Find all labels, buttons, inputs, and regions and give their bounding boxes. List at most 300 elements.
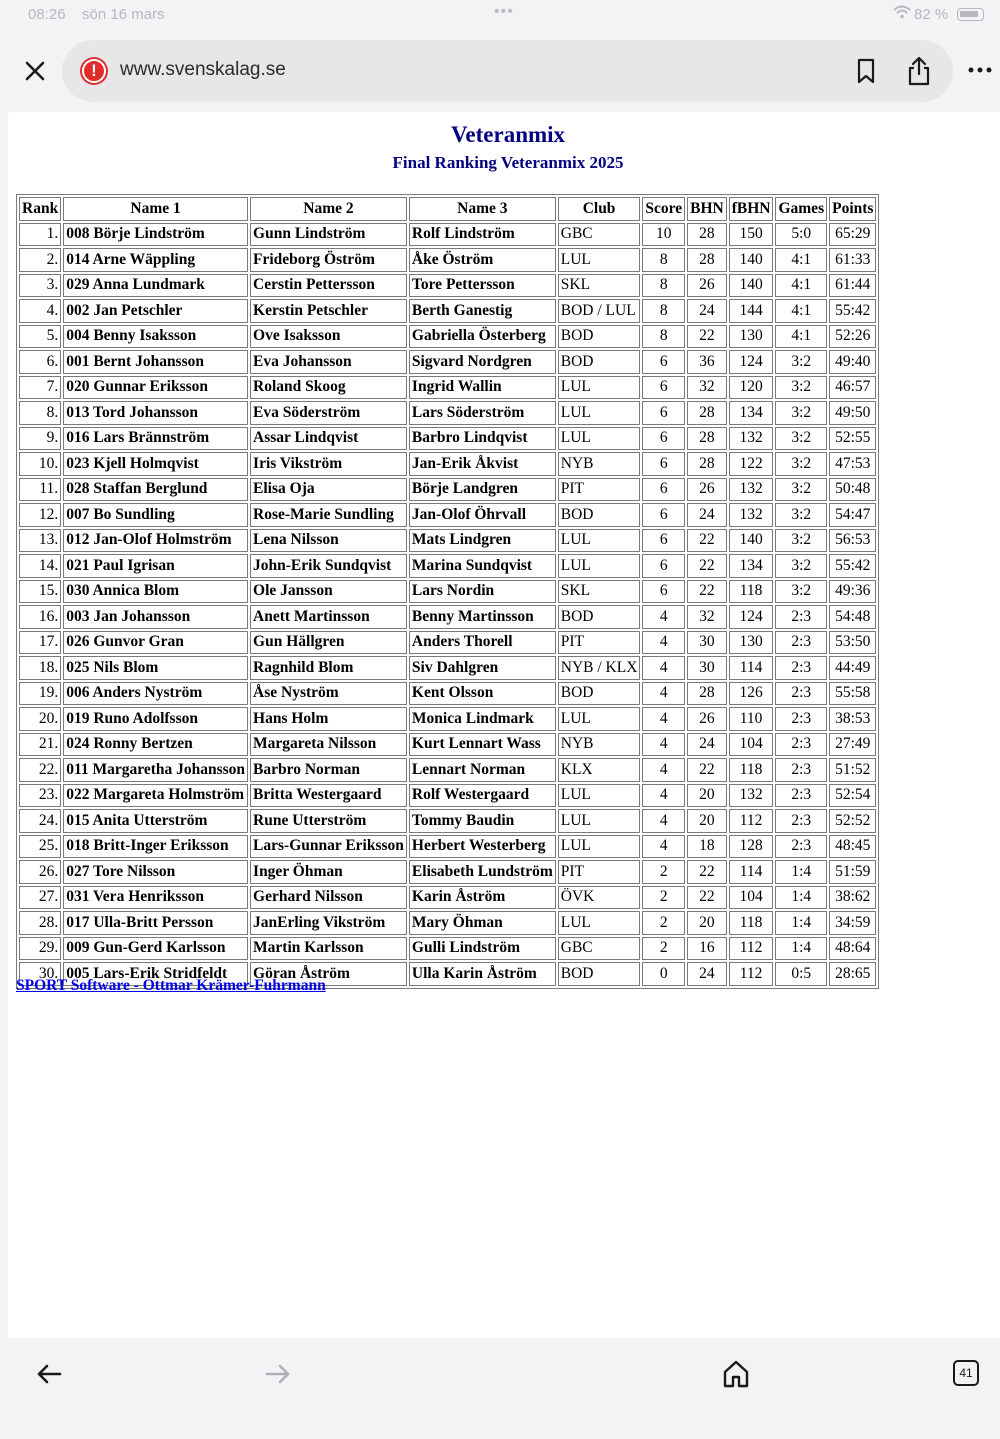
cell-score: 6 xyxy=(642,580,685,604)
header-name2: Name 2 xyxy=(250,197,407,221)
more-icon[interactable] xyxy=(966,58,994,82)
table-row xyxy=(19,911,876,935)
cell-points: 53:50 xyxy=(829,631,876,655)
cell-club: BOD xyxy=(558,350,641,374)
web-page-content xyxy=(8,112,1000,1338)
cell-points: 54:48 xyxy=(829,605,876,629)
header-rank: Rank xyxy=(19,197,61,221)
cell-score: 4 xyxy=(642,809,685,833)
bottom-toolbar xyxy=(0,1340,1000,1439)
cell-fbhn: 118 xyxy=(729,911,774,935)
table-row xyxy=(19,835,876,859)
cell-name3: Tore Pettersson xyxy=(409,274,556,298)
cell-games: 3:2 xyxy=(775,452,827,476)
cell-bhn: 24 xyxy=(687,733,727,757)
table-row xyxy=(19,325,876,349)
cell-games: 3:2 xyxy=(775,503,827,527)
table-row xyxy=(19,937,876,961)
cell-name1: 006 Anders Nyström xyxy=(63,682,248,706)
cell-rank: 19. xyxy=(19,682,61,706)
cell-points: 49:50 xyxy=(829,401,876,425)
cell-club: NYB xyxy=(558,733,641,757)
cell-points: 49:40 xyxy=(829,350,876,374)
cell-fbhn: 134 xyxy=(729,401,774,425)
cell-club: LUL xyxy=(558,529,641,553)
cell-name1: 022 Margareta Holmström xyxy=(63,784,248,808)
cell-bhn: 30 xyxy=(687,631,727,655)
cell-bhn: 28 xyxy=(687,682,727,706)
header-name1: Name 1 xyxy=(63,197,248,221)
cell-points: 27:49 xyxy=(829,733,876,757)
address-bar[interactable] xyxy=(62,40,953,102)
cell-club: LUL xyxy=(558,427,641,451)
cell-name2: Ove Isaksson xyxy=(250,325,407,349)
cell-score: 4 xyxy=(642,605,685,629)
cell-points: 38:62 xyxy=(829,886,876,910)
cell-bhn: 22 xyxy=(687,325,727,349)
cell-name3: Herbert Westerberg xyxy=(409,835,556,859)
forward-arrow-icon[interactable] xyxy=(263,1360,293,1388)
cell-club: KLX xyxy=(558,758,641,782)
cell-fbhn: 132 xyxy=(729,784,774,808)
cell-rank: 3. xyxy=(19,274,61,298)
cell-name2: Rose-Marie Sundling xyxy=(250,503,407,527)
cell-club: BOD xyxy=(558,503,641,527)
cell-points: 49:36 xyxy=(829,580,876,604)
cell-name1: 002 Jan Petschler xyxy=(63,299,248,323)
cell-club: PIT xyxy=(558,860,641,884)
cell-bhn: 30 xyxy=(687,656,727,680)
cell-club: SKL xyxy=(558,274,641,298)
cell-fbhn: 124 xyxy=(729,605,774,629)
cell-games: 4:1 xyxy=(775,299,827,323)
cell-name1: 030 Annica Blom xyxy=(63,580,248,604)
cell-points: 47:53 xyxy=(829,452,876,476)
cell-name2: Rune Utterström xyxy=(250,809,407,833)
table-row xyxy=(19,452,876,476)
cell-games: 2:3 xyxy=(775,835,827,859)
cell-score: 6 xyxy=(642,554,685,578)
cell-name3: Jan-Erik Åkvist xyxy=(409,452,556,476)
cell-name3: Börje Landgren xyxy=(409,478,556,502)
sport-software-link[interactable]: SPORT Software - Ottmar Krämer-Fuhrmann xyxy=(16,977,326,994)
cell-games: 2:3 xyxy=(775,784,827,808)
cell-name3: Rolf Lindström xyxy=(409,223,556,247)
cell-rank: 5. xyxy=(19,325,61,349)
cell-score: 6 xyxy=(642,350,685,374)
table-row xyxy=(19,784,876,808)
cell-games: 1:4 xyxy=(775,937,827,961)
cell-points: 52:55 xyxy=(829,427,876,451)
table-row xyxy=(19,860,876,884)
battery-percent: 82 % xyxy=(914,6,949,23)
cell-club: BOD xyxy=(558,605,641,629)
tabs-icon[interactable]: 41 xyxy=(953,1360,979,1386)
cell-games: 3:2 xyxy=(775,580,827,604)
cell-name3: Barbro Lindqvist xyxy=(409,427,556,451)
cell-club: LUL xyxy=(558,401,641,425)
cell-rank: 25. xyxy=(19,835,61,859)
cell-name2: Åse Nyström xyxy=(250,682,407,706)
cell-fbhn: 114 xyxy=(729,860,774,884)
cell-games: 2:3 xyxy=(775,733,827,757)
cell-games: 3:2 xyxy=(775,401,827,425)
cell-name1: 019 Runo Adolfsson xyxy=(63,707,248,731)
cell-fbhn: 120 xyxy=(729,376,774,400)
cell-name2: Eva Johansson xyxy=(250,350,407,374)
cell-name3: Ulla Karin Åström xyxy=(409,962,556,986)
cell-name3: Elisabeth Lundström xyxy=(409,860,556,884)
page-title: Veteranmix xyxy=(450,122,566,147)
header-score: Score xyxy=(642,197,685,221)
table-row xyxy=(19,733,876,757)
cell-name3: Jan-Olof Öhrvall xyxy=(409,503,556,527)
cell-bhn: 32 xyxy=(687,376,727,400)
cell-rank: 7. xyxy=(19,376,61,400)
cell-rank: 18. xyxy=(19,656,61,680)
cell-score: 2 xyxy=(642,886,685,910)
cell-rank: 15. xyxy=(19,580,61,604)
cell-score: 4 xyxy=(642,631,685,655)
cell-club: GBC xyxy=(558,223,641,247)
cell-bhn: 24 xyxy=(687,299,727,323)
cell-games: 2:3 xyxy=(775,656,827,680)
cell-score: 4 xyxy=(642,656,685,680)
cell-score: 6 xyxy=(642,478,685,502)
cell-bhn: 20 xyxy=(687,911,727,935)
cell-name1: 009 Gun-Gerd Karlsson xyxy=(63,937,248,961)
cell-score: 6 xyxy=(642,452,685,476)
cell-name1: 011 Margaretha Johansson xyxy=(63,758,248,782)
cell-score: 8 xyxy=(642,248,685,272)
header-games: Games xyxy=(775,197,827,221)
cell-rank: 10. xyxy=(19,452,61,476)
cell-games: 4:1 xyxy=(775,325,827,349)
cell-points: 52:52 xyxy=(829,809,876,833)
header-bhn: BHN xyxy=(687,197,727,221)
cell-name2: Roland Skoog xyxy=(250,376,407,400)
cell-club: BOD / LUL xyxy=(558,299,641,323)
warning-icon[interactable]: ! xyxy=(80,57,108,85)
cell-rank: 9. xyxy=(19,427,61,451)
url-text[interactable]: www.svenskalag.se xyxy=(120,59,286,80)
cell-fbhn: 124 xyxy=(729,350,774,374)
share-icon[interactable] xyxy=(904,55,934,87)
cell-points: 61:44 xyxy=(829,274,876,298)
cell-name2: Margareta Nilsson xyxy=(250,733,407,757)
cell-name1: 003 Jan Johansson xyxy=(63,605,248,629)
cell-bhn: 22 xyxy=(687,758,727,782)
cell-points: 65:29 xyxy=(829,223,876,247)
cell-club: PIT xyxy=(558,478,641,502)
cell-points: 44:49 xyxy=(829,656,876,680)
cell-name2: Gun Hällgren xyxy=(250,631,407,655)
table-row xyxy=(19,529,876,553)
table-row xyxy=(19,682,876,706)
cell-name1: 025 Nils Blom xyxy=(63,656,248,680)
cell-games: 3:2 xyxy=(775,350,827,374)
cell-name1: 012 Jan-Olof Holmström xyxy=(63,529,248,553)
cell-points: 51:59 xyxy=(829,860,876,884)
cell-bhn: 28 xyxy=(687,223,727,247)
cell-bhn: 22 xyxy=(687,580,727,604)
cell-name2: Kerstin Petschler xyxy=(250,299,407,323)
cell-rank: 20. xyxy=(19,707,61,731)
cell-fbhn: 140 xyxy=(729,274,774,298)
cell-rank: 23. xyxy=(19,784,61,808)
cell-fbhn: 130 xyxy=(729,631,774,655)
cell-fbhn: 128 xyxy=(729,835,774,859)
cell-points: 48:64 xyxy=(829,937,876,961)
bookmark-icon[interactable] xyxy=(854,57,878,85)
table-row xyxy=(19,401,876,425)
table-header-row xyxy=(19,197,876,221)
cell-games: 2:3 xyxy=(775,605,827,629)
cell-games: 0:5 xyxy=(775,962,827,986)
cell-bhn: 20 xyxy=(687,784,727,808)
cell-name1: 029 Anna Lundmark xyxy=(63,274,248,298)
cell-points: 52:54 xyxy=(829,784,876,808)
cell-fbhn: 126 xyxy=(729,682,774,706)
cell-bhn: 28 xyxy=(687,401,727,425)
cell-name1: 017 Ulla-Britt Persson xyxy=(63,911,248,935)
cell-name2: Göran Åström xyxy=(250,962,407,986)
cell-name1: 016 Lars Brännström xyxy=(63,427,248,451)
cell-points: 38:53 xyxy=(829,707,876,731)
cell-rank: 14. xyxy=(19,554,61,578)
cell-club: LUL xyxy=(558,554,641,578)
cell-games: 1:4 xyxy=(775,860,827,884)
cell-name3: Gabriella Österberg xyxy=(409,325,556,349)
table-row xyxy=(19,605,876,629)
cell-score: 2 xyxy=(642,937,685,961)
cell-name3: Lennart Norman xyxy=(409,758,556,782)
cell-name3: Ingrid Wallin xyxy=(409,376,556,400)
cell-name2: Anett Martinsson xyxy=(250,605,407,629)
cell-fbhn: 140 xyxy=(729,529,774,553)
cell-club: BOD xyxy=(558,962,641,986)
cell-name1: 001 Bernt Johansson xyxy=(63,350,248,374)
cell-name2: Frideborg Öström xyxy=(250,248,407,272)
cell-name3: Kent Olsson xyxy=(409,682,556,706)
cell-points: 28:65 xyxy=(829,962,876,986)
cell-bhn: 20 xyxy=(687,809,727,833)
cell-bhn: 24 xyxy=(687,962,727,986)
header-club: Club xyxy=(558,197,641,221)
header-name3: Name 3 xyxy=(409,197,556,221)
table-row xyxy=(19,554,876,578)
multitasking-dots[interactable]: ••• xyxy=(494,3,514,20)
cell-name2: Assar Lindqvist xyxy=(250,427,407,451)
table-row xyxy=(19,376,876,400)
cell-name2: Barbro Norman xyxy=(250,758,407,782)
table-body xyxy=(19,223,876,986)
cell-rank: 4. xyxy=(19,299,61,323)
close-icon[interactable] xyxy=(20,56,50,86)
cell-points: 52:26 xyxy=(829,325,876,349)
cell-games: 5:0 xyxy=(775,223,827,247)
cell-name2: Gerhard Nilsson xyxy=(250,886,407,910)
cell-rank: 30. xyxy=(19,962,61,986)
home-icon[interactable] xyxy=(720,1358,752,1390)
cell-name1: 014 Arne Wäppling xyxy=(63,248,248,272)
back-arrow-icon[interactable] xyxy=(34,1360,64,1388)
cell-fbhn: 110 xyxy=(729,707,774,731)
page-subtitle: Final Ranking Veteranmix 2025 xyxy=(392,153,624,172)
cell-bhn: 22 xyxy=(687,860,727,884)
cell-score: 4 xyxy=(642,682,685,706)
ranking-table xyxy=(16,194,879,989)
cell-name3: Mats Lindgren xyxy=(409,529,556,553)
header-fbhn: fBHN xyxy=(729,197,774,221)
cell-fbhn: 104 xyxy=(729,733,774,757)
cell-score: 4 xyxy=(642,784,685,808)
cell-games: 3:2 xyxy=(775,376,827,400)
cell-club: SKL xyxy=(558,580,641,604)
cell-name1: 015 Anita Utterström xyxy=(63,809,248,833)
cell-name1: 027 Tore Nilsson xyxy=(63,860,248,884)
cell-score: 10 xyxy=(642,223,685,247)
cell-score: 4 xyxy=(642,835,685,859)
cell-name2: Eva Söderström xyxy=(250,401,407,425)
cell-club: LUL xyxy=(558,835,641,859)
table-row xyxy=(19,656,876,680)
cell-points: 55:58 xyxy=(829,682,876,706)
cell-fbhn: 122 xyxy=(729,452,774,476)
cell-points: 56:53 xyxy=(829,529,876,553)
cell-bhn: 22 xyxy=(687,886,727,910)
cell-games: 2:3 xyxy=(775,707,827,731)
table-row xyxy=(19,707,876,731)
cell-bhn: 36 xyxy=(687,350,727,374)
cell-score: 8 xyxy=(642,274,685,298)
cell-fbhn: 150 xyxy=(729,223,774,247)
cell-bhn: 24 xyxy=(687,503,727,527)
cell-name3: Åke Öström xyxy=(409,248,556,272)
cell-points: 34:59 xyxy=(829,911,876,935)
cell-club: LUL xyxy=(558,784,641,808)
cell-name2: Ole Jansson xyxy=(250,580,407,604)
status-time: 08:26 xyxy=(28,6,66,23)
cell-name1: 021 Paul Igrisan xyxy=(63,554,248,578)
cell-points: 51:52 xyxy=(829,758,876,782)
cell-rank: 17. xyxy=(19,631,61,655)
table-row xyxy=(19,478,876,502)
cell-name3: Marina Sundqvist xyxy=(409,554,556,578)
cell-games: 2:3 xyxy=(775,682,827,706)
cell-name2: Elisa Oja xyxy=(250,478,407,502)
cell-games: 3:2 xyxy=(775,529,827,553)
cell-score: 6 xyxy=(642,427,685,451)
cell-fbhn: 134 xyxy=(729,554,774,578)
cell-name2: Hans Holm xyxy=(250,707,407,731)
cell-points: 61:33 xyxy=(829,248,876,272)
cell-rank: 26. xyxy=(19,860,61,884)
cell-fbhn: 132 xyxy=(729,427,774,451)
cell-points: 50:48 xyxy=(829,478,876,502)
cell-score: 6 xyxy=(642,503,685,527)
cell-name1: 018 Britt-Inger Eriksson xyxy=(63,835,248,859)
cell-score: 6 xyxy=(642,529,685,553)
cell-name2: Cerstin Pettersson xyxy=(250,274,407,298)
cell-rank: 21. xyxy=(19,733,61,757)
table-row xyxy=(19,274,876,298)
cell-rank: 28. xyxy=(19,911,61,935)
cell-club: ÖVK xyxy=(558,886,641,910)
table-row xyxy=(19,299,876,323)
cell-name2: Lena Nilsson xyxy=(250,529,407,553)
cell-score: 4 xyxy=(642,733,685,757)
cell-club: LUL xyxy=(558,911,641,935)
cell-bhn: 32 xyxy=(687,605,727,629)
cell-bhn: 22 xyxy=(687,529,727,553)
cell-points: 46:57 xyxy=(829,376,876,400)
status-date: sön 16 mars xyxy=(82,6,165,23)
table-row xyxy=(19,809,876,833)
cell-score: 8 xyxy=(642,299,685,323)
cell-name3: Lars Nordin xyxy=(409,580,556,604)
cell-name3: Karin Åström xyxy=(409,886,556,910)
cell-name1: 020 Gunnar Eriksson xyxy=(63,376,248,400)
cell-name2: Gunn Lindström xyxy=(250,223,407,247)
cell-rank: 16. xyxy=(19,605,61,629)
cell-rank: 22. xyxy=(19,758,61,782)
cell-bhn: 26 xyxy=(687,478,727,502)
cell-club: PIT xyxy=(558,631,641,655)
cell-name2: Martin Karlsson xyxy=(250,937,407,961)
cell-score: 2 xyxy=(642,860,685,884)
table-row xyxy=(19,503,876,527)
cell-points: 55:42 xyxy=(829,554,876,578)
cell-club: LUL xyxy=(558,376,641,400)
cell-score: 8 xyxy=(642,325,685,349)
cell-name1: 024 Ronny Bertzen xyxy=(63,733,248,757)
cell-games: 2:3 xyxy=(775,631,827,655)
cell-bhn: 28 xyxy=(687,452,727,476)
cell-fbhn: 118 xyxy=(729,580,774,604)
cell-name1: 026 Gunvor Gran xyxy=(63,631,248,655)
cell-points: 54:47 xyxy=(829,503,876,527)
cell-points: 48:45 xyxy=(829,835,876,859)
cell-club: GBC xyxy=(558,937,641,961)
cell-name1: 028 Staffan Berglund xyxy=(63,478,248,502)
cell-name1: 031 Vera Henriksson xyxy=(63,886,248,910)
cell-name2: John-Erik Sundqvist xyxy=(250,554,407,578)
cell-fbhn: 118 xyxy=(729,758,774,782)
cell-games: 2:3 xyxy=(775,809,827,833)
cell-rank: 8. xyxy=(19,401,61,425)
cell-games: 1:4 xyxy=(775,911,827,935)
cell-fbhn: 140 xyxy=(729,248,774,272)
cell-name3: Berth Ganestig xyxy=(409,299,556,323)
cell-bhn: 26 xyxy=(687,707,727,731)
header-points: Points xyxy=(829,197,876,221)
cell-name2: Iris Vikström xyxy=(250,452,407,476)
cell-name3: Tommy Baudin xyxy=(409,809,556,833)
cell-fbhn: 112 xyxy=(729,937,774,961)
cell-name2: Lars-Gunnar Eriksson xyxy=(250,835,407,859)
cell-name3: Benny Martinsson xyxy=(409,605,556,629)
cell-name3: Mary Öhman xyxy=(409,911,556,935)
cell-score: 6 xyxy=(642,376,685,400)
table-row xyxy=(19,223,876,247)
cell-score: 0 xyxy=(642,962,685,986)
cell-name3: Rolf Westergaard xyxy=(409,784,556,808)
cell-fbhn: 112 xyxy=(729,962,774,986)
cell-name3: Siv Dahlgren xyxy=(409,656,556,680)
cell-score: 6 xyxy=(642,401,685,425)
cell-name1: 008 Börje Lindström xyxy=(63,223,248,247)
